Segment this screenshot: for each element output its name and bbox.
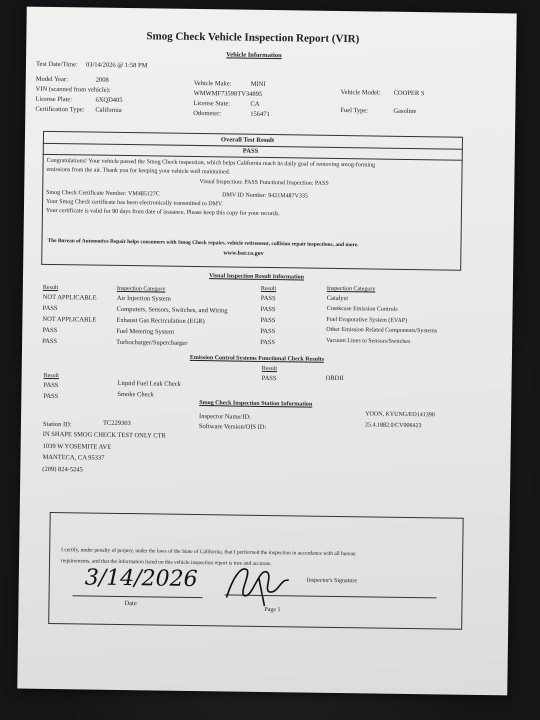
visual-right-category-2: Crankcase Emission Controls xyxy=(326,305,398,313)
vin-label: VIN (scanned from vehicle): xyxy=(35,85,111,94)
odometer-value: 156471 xyxy=(250,110,270,119)
cert-type-label: Certification Type: xyxy=(35,105,85,114)
license-plate-label: License Plate: xyxy=(35,95,73,104)
visual-right-category-3: Fuel Evaporative System (EVAP) xyxy=(326,316,408,324)
model-year-value: 2008 xyxy=(95,76,109,84)
functional-left-result-1: PASS xyxy=(43,381,59,390)
overall-heading: Overall Test Result xyxy=(220,136,275,145)
functional-left-category-2: Smoke Check xyxy=(117,390,154,399)
visual-functional-status: Visual Inspection: PASS Functional Inspection: PASS xyxy=(199,179,329,187)
visual-left-category-4: Fuel Metering System xyxy=(116,327,175,336)
station-phone: (209) 824-5245 xyxy=(42,465,83,474)
test-date-label: Test Date/Time: xyxy=(35,60,78,69)
functional-left-result-2: PASS xyxy=(43,392,59,401)
inspector-signature-mark xyxy=(218,557,303,608)
visual-left-result-1: NOT APPLICABLE xyxy=(42,293,97,302)
inspector-value: YOON, KYUNG/EO141390 xyxy=(365,411,435,419)
visual-left-result-5: PASS xyxy=(42,337,58,346)
make-label: Vehicle Make: xyxy=(193,79,232,88)
report-title: Smog Check Vehicle Inspection Report (VIR) xyxy=(146,30,360,46)
visual-right-category-5: Vacuum Lines to Sensors/Switches xyxy=(326,337,411,345)
overall-result: PASS xyxy=(242,147,259,155)
dmv-id: DMV ID Number: 9421M487V335 xyxy=(222,192,308,200)
functional-heading: Emission Control Systems Functional Check Results xyxy=(189,354,325,363)
visual-left-category-1: Air Injection System xyxy=(116,294,171,303)
page-number: Page 1 xyxy=(264,606,281,614)
visual-right-result-1: PASS xyxy=(260,294,276,303)
make-value: MINI xyxy=(250,80,266,88)
functional-left-category-1: Liquid Fuel Leak Check xyxy=(117,379,181,388)
station-id-label: Station ID: xyxy=(42,420,72,429)
certify-line-1: I certify, under penalty of perjury, under the laws of the State of California, that I performed the inspection in accordance with all bureau xyxy=(61,547,356,558)
visual-right-result-2: PASS xyxy=(260,305,276,314)
model-label: Vehicle Model: xyxy=(340,89,381,97)
visual-left-result-2: PASS xyxy=(42,304,58,313)
functional-right-result: PASS xyxy=(261,374,277,383)
bar-note: The Bureau of Automotive Repair helps consumers with Smog Check repairs, vehicle retirement, collision repair inspections, and more. xyxy=(47,237,359,249)
visual-right-result-5: PASS xyxy=(260,338,276,347)
transmitted-note: Your Smog Check certificate has been electronically transmitted to DMV. xyxy=(46,198,223,208)
inspector-label: Inspector Name/ID: xyxy=(199,413,251,421)
odometer-label: Odometer: xyxy=(193,109,222,118)
visual-col-result-right: Result xyxy=(260,285,277,293)
station-name: IN SHAPE SMOG CHECK TEST ONLY CTR xyxy=(42,430,166,440)
functional-col-result-right: Result xyxy=(261,365,278,373)
software-value: 25.4.1882.0/CV006423 xyxy=(364,422,422,430)
license-state-value: CA xyxy=(250,100,260,108)
visual-right-result-3: PASS xyxy=(260,316,276,325)
certify-line-2: requirements, and that the information listed on this vehicle inspection report is true and accurate. xyxy=(61,558,272,568)
cert-type-value: California xyxy=(95,106,122,114)
functional-right-category: OBDII xyxy=(325,374,344,383)
visual-left-category-5: Turbocharger/Supercharger xyxy=(116,338,188,347)
software-label: Software Version/OIS ID: xyxy=(198,423,267,431)
license-plate-value: 6XQD405 xyxy=(95,96,123,104)
visual-col-category-right: Inspection Category xyxy=(326,285,376,293)
handwritten-date: 3/14/2026 xyxy=(84,565,198,593)
model-year-label: Model Year: xyxy=(35,75,68,84)
station-heading: Smog Check Inspection Station Information xyxy=(199,400,313,408)
visual-col-category-left: Inspection Category xyxy=(116,285,166,293)
bar-url[interactable]: www.bar.ca.gov xyxy=(223,250,264,257)
test-date-value: 03/14/2026 @ 1:58 PM xyxy=(85,61,148,70)
visual-right-result-4: PASS xyxy=(260,327,276,336)
inspection-report-paper xyxy=(17,7,516,696)
signature-label: Inspector's Signature xyxy=(306,577,358,585)
vehicle-info-heading: Vehicle Information xyxy=(226,51,282,60)
fuel-label: Fuel Type: xyxy=(340,107,369,115)
visual-right-category-4: Other Emission Related Components/Systems xyxy=(326,326,438,335)
vin-value: WMWMF73598TV34895 xyxy=(193,89,263,98)
visual-left-result-4: PASS xyxy=(42,326,58,335)
fuel-value: Gasoline xyxy=(393,107,417,116)
visual-left-category-2: Computers, Sensors, Switches, and Wiring xyxy=(116,305,228,315)
date-label: Date xyxy=(124,600,137,608)
license-state-label: License State: xyxy=(193,99,231,108)
station-address: 1039 W YOSEMITE AVE xyxy=(42,442,112,451)
cert-number: Smog Check Certificate Number: VM485127C xyxy=(46,189,160,198)
visual-col-result-left: Result xyxy=(42,284,59,292)
station-id-value: TC229303 xyxy=(102,419,131,428)
station-city: MANTECA, CA 95337 xyxy=(42,453,105,462)
congrats-line-2: emissions from the air. Thank you for keeping your vehicle well maintained. xyxy=(46,166,231,176)
model-value: COOPER S xyxy=(393,89,425,98)
visual-left-result-3: NOT APPLICABLE xyxy=(42,315,97,324)
valid-note: Your certificate is valid for 90 days from date of issuance. Please keep this copy for your records. xyxy=(45,207,280,218)
functional-col-result-left: Result xyxy=(43,372,60,380)
visual-left-category-3: Exhaust Gas Recirculation (EGR) xyxy=(116,316,205,326)
congrats-line-1: Congratulations! Your vehicle passed the Smog Check inspection, which helps California reach its daily goal of removing smog-forming xyxy=(46,157,376,169)
visual-right-category-1: Catalyst xyxy=(326,294,349,303)
visual-heading: Visual Inspection Result Information xyxy=(208,273,305,281)
